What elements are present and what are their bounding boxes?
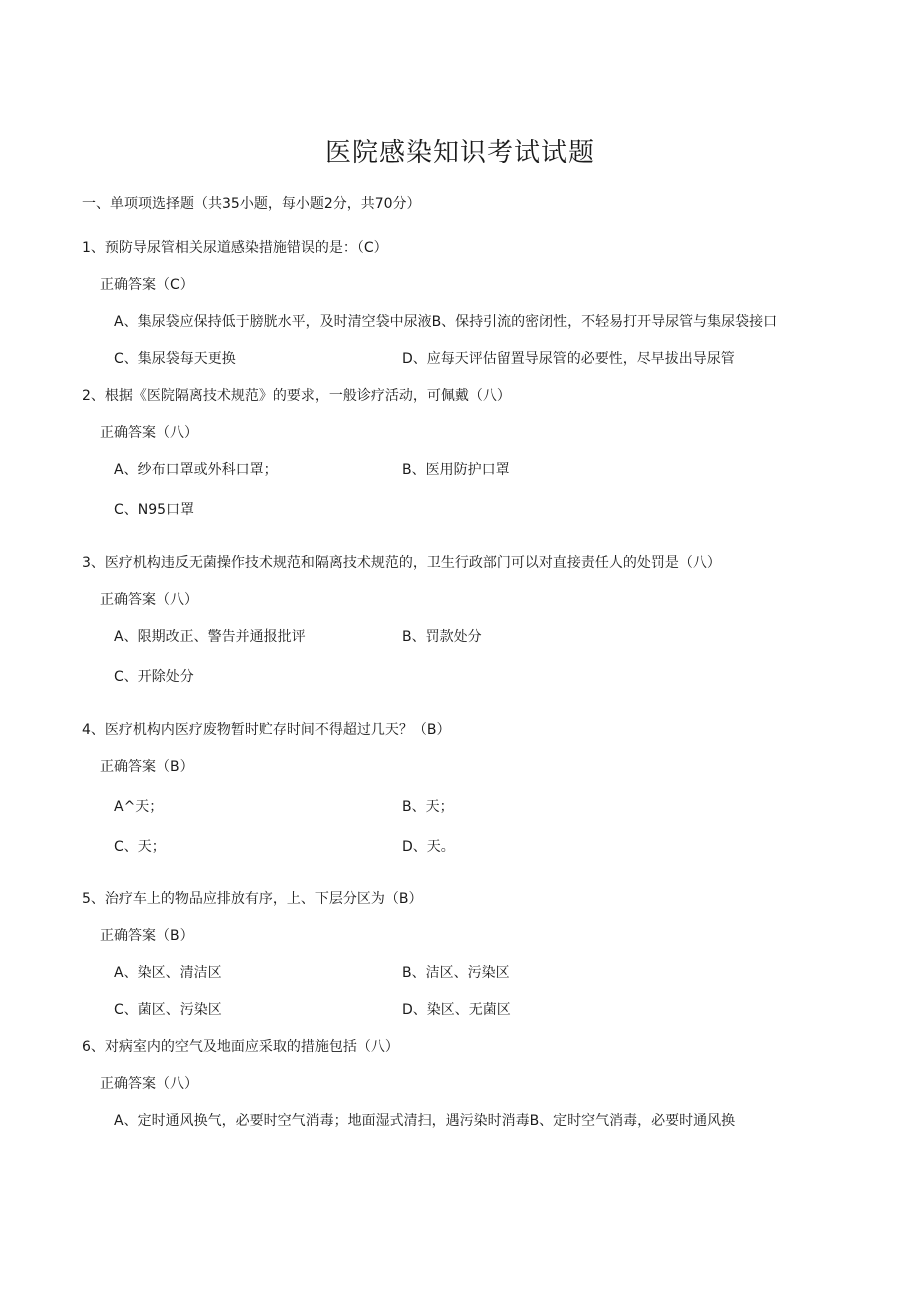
answer-6: 正确答案（八）	[100, 1076, 198, 1092]
answer-2: 正确答案（八）	[100, 425, 198, 441]
option-5a: A、染区、清洁区	[114, 965, 222, 981]
section-heading: 一、单项项选择题（共35小题，每小题2分，共70分）	[82, 196, 421, 212]
option-4d: D、天。	[402, 839, 455, 855]
question-2: 2、根据《医院隔离技术规范》的要求，一般诊疗活动，可佩戴（八）	[82, 388, 511, 404]
option-3c: C、开除处分	[114, 669, 194, 685]
option-4c: C、天；	[114, 839, 166, 855]
option-6a: A、定时通风换气，必要时空气消毒；地面湿式清扫，遇污染时消毒B、定时空气消毒，必要时通风换	[114, 1113, 736, 1129]
question-6: 6、对病室内的空气及地面应采取的措施包括（八）	[82, 1039, 399, 1055]
page-title: 医院感染知识考试试题	[324, 138, 595, 168]
option-1d: D、应每天评估留置导尿管的必要性，尽早拔出导尿管	[402, 351, 735, 367]
question-4: 4、医疗机构内医疗废物暂时贮存时间不得超过几天？（B）	[82, 722, 451, 738]
question-1: 1、预防导尿管相关尿道感染措施错误的是：（C）	[82, 240, 388, 256]
question-5: 5、治疗车上的物品应排放有序，上、下层分区为（B）	[82, 891, 423, 907]
option-2c: C、N95口罩	[114, 502, 195, 518]
option-5b: B、洁区、污染区	[402, 965, 510, 981]
option-3b: B、罚款处分	[402, 629, 482, 645]
option-1a: A、集尿袋应保持低于膀胱水平，及时清空袋中尿液B、保持引流的密闭性，不轻易打开导尿管与集尿袋接口	[114, 314, 778, 330]
answer-1: 正确答案（C）	[100, 277, 194, 293]
answer-3: 正确答案（八）	[100, 592, 198, 608]
option-2b: B、医用防护口罩	[402, 462, 510, 478]
option-5c: C、菌区、污染区	[114, 1002, 222, 1018]
option-1c: C、集尿袋每天更换	[114, 351, 236, 367]
answer-4: 正确答案（B）	[100, 759, 194, 775]
option-3a: A、限期改正、警告并通报批评	[114, 629, 306, 645]
option-5d: D、染区、无菌区	[402, 1002, 511, 1018]
question-3: 3、医疗机构违反无菌操作技术规范和隔离技术规范的，卫生行政部门可以对直接责任人的处罚是（八）	[82, 555, 721, 571]
option-2a: A、纱布口罩或外科口罩；	[114, 462, 278, 478]
option-4a: A^天；	[114, 799, 164, 815]
option-4b: B、天；	[402, 799, 454, 815]
answer-5: 正确答案（B）	[100, 928, 194, 944]
